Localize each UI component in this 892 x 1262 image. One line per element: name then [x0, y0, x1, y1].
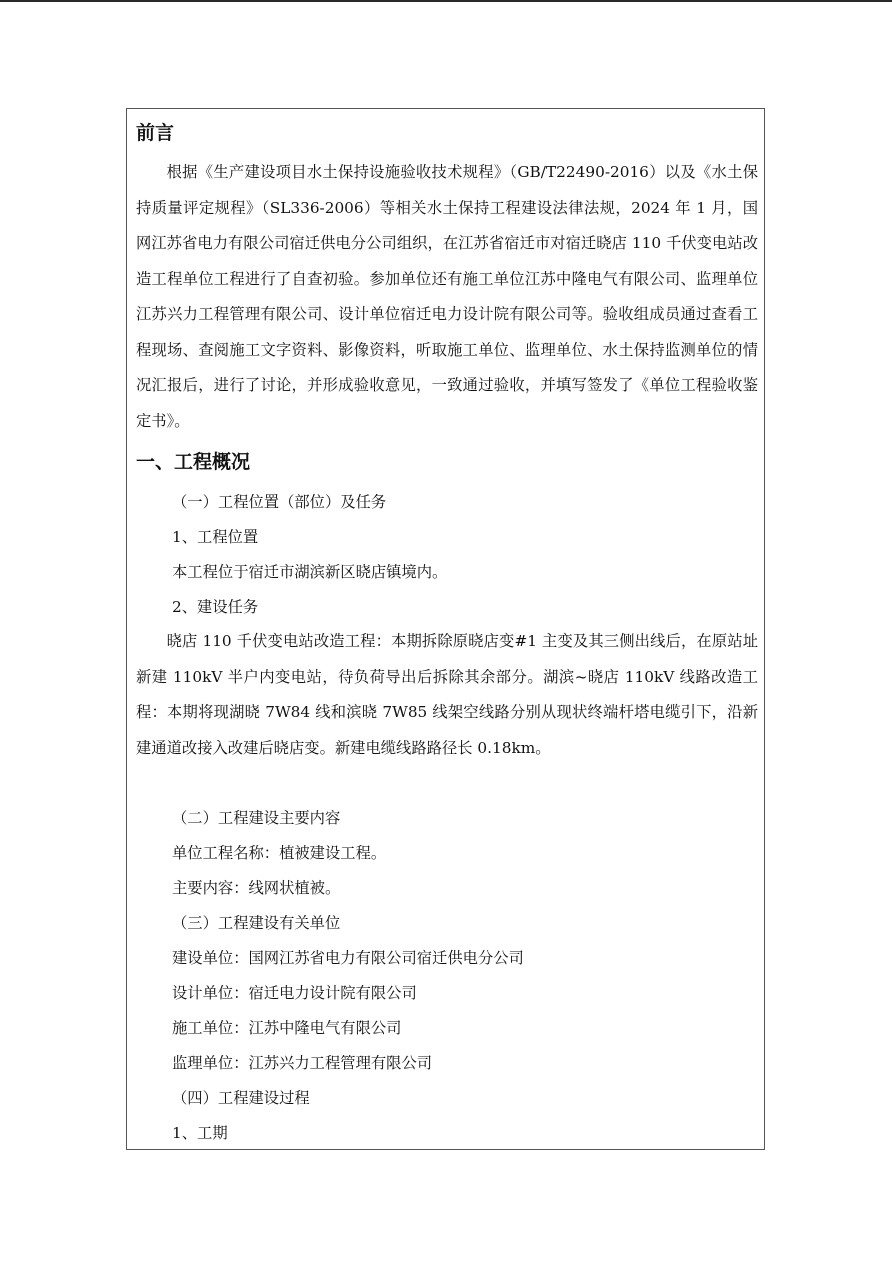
subsection-units: （三）工程建设有关单位 — [172, 914, 341, 932]
preface-heading: 前言 — [136, 122, 175, 144]
subsection-location-task: （一）工程位置（部位）及任务 — [172, 493, 387, 511]
section-heading-overview: 一、工程概况 — [136, 451, 251, 473]
subsection-process: （四）工程建设过程 — [172, 1089, 310, 1107]
main-content-line: 主要内容：线网状植被。 — [172, 879, 341, 897]
item-duration-title: 1、工期 — [172, 1124, 228, 1142]
designer-unit: 设计单位：宿迁电力设计院有限公司 — [172, 984, 417, 1002]
preface-paragraph: 根据《生产建设项目水土保持设施验收技术规程》（GB/T22490-2016）以及《水土保持质量评定规程》（SL336-2006）等相关水土保持工程建设法律法规，2024 年 1 月，国网江苏省电力有限公司宿迁供电分公司组织，在江苏省宿迁市对宿迁晓店 110 千伏变电站改造工程单位工程进行了自查初验。参加单位还有施工单位江苏中隆电气有限公司、监理单位江苏兴力工程管理有限公司、设计单位宿迁电力设计院有限公司等。验收组成员通过查看工程现场、查阅施工文字资料、影像资料，听取施工单位、监理单位、水土保持监测单位的情况汇报后，进行了讨论，并形成验收意见，一致通过验收，并填写签发了《单位工程验收鉴定书》。 — [136, 163, 758, 430]
document-frame — [126, 108, 765, 1150]
task-paragraph: 晓店 110 千伏变电站改造工程：本期拆除原晓店变#1 主变及其三侧出线后，在原站址新建 110kV 半户内变电站，待负荷导出后拆除其余部分。湖滨~晓店 110kV 线路改造工程：本期将现湖晓 7W84 线和滨晓 7W85 线架空线路分别从现状终端杆塔电缆引下，沿新建通道改接入改建后晓店变。新建电缆线路路径长 0.18km。 — [136, 632, 758, 757]
item-location-body: 本工程位于宿迁市湖滨新区晓店镇境内。 — [172, 563, 448, 581]
item-task-title: 2、建设任务 — [172, 598, 259, 616]
constructor-unit: 施工单位：江苏中隆电气有限公司 — [172, 1019, 402, 1037]
unit-project-name: 单位工程名称：植被建设工程。 — [172, 844, 387, 862]
subsection-main-content: （二）工程建设主要内容 — [172, 809, 341, 827]
supervisor-unit: 监理单位：江苏兴力工程管理有限公司 — [172, 1054, 433, 1072]
item-location-title: 1、工程位置 — [172, 528, 259, 546]
page-top-rule — [0, 0, 892, 2]
builder-unit: 建设单位：国网江苏省电力有限公司宿迁供电分公司 — [172, 949, 524, 967]
